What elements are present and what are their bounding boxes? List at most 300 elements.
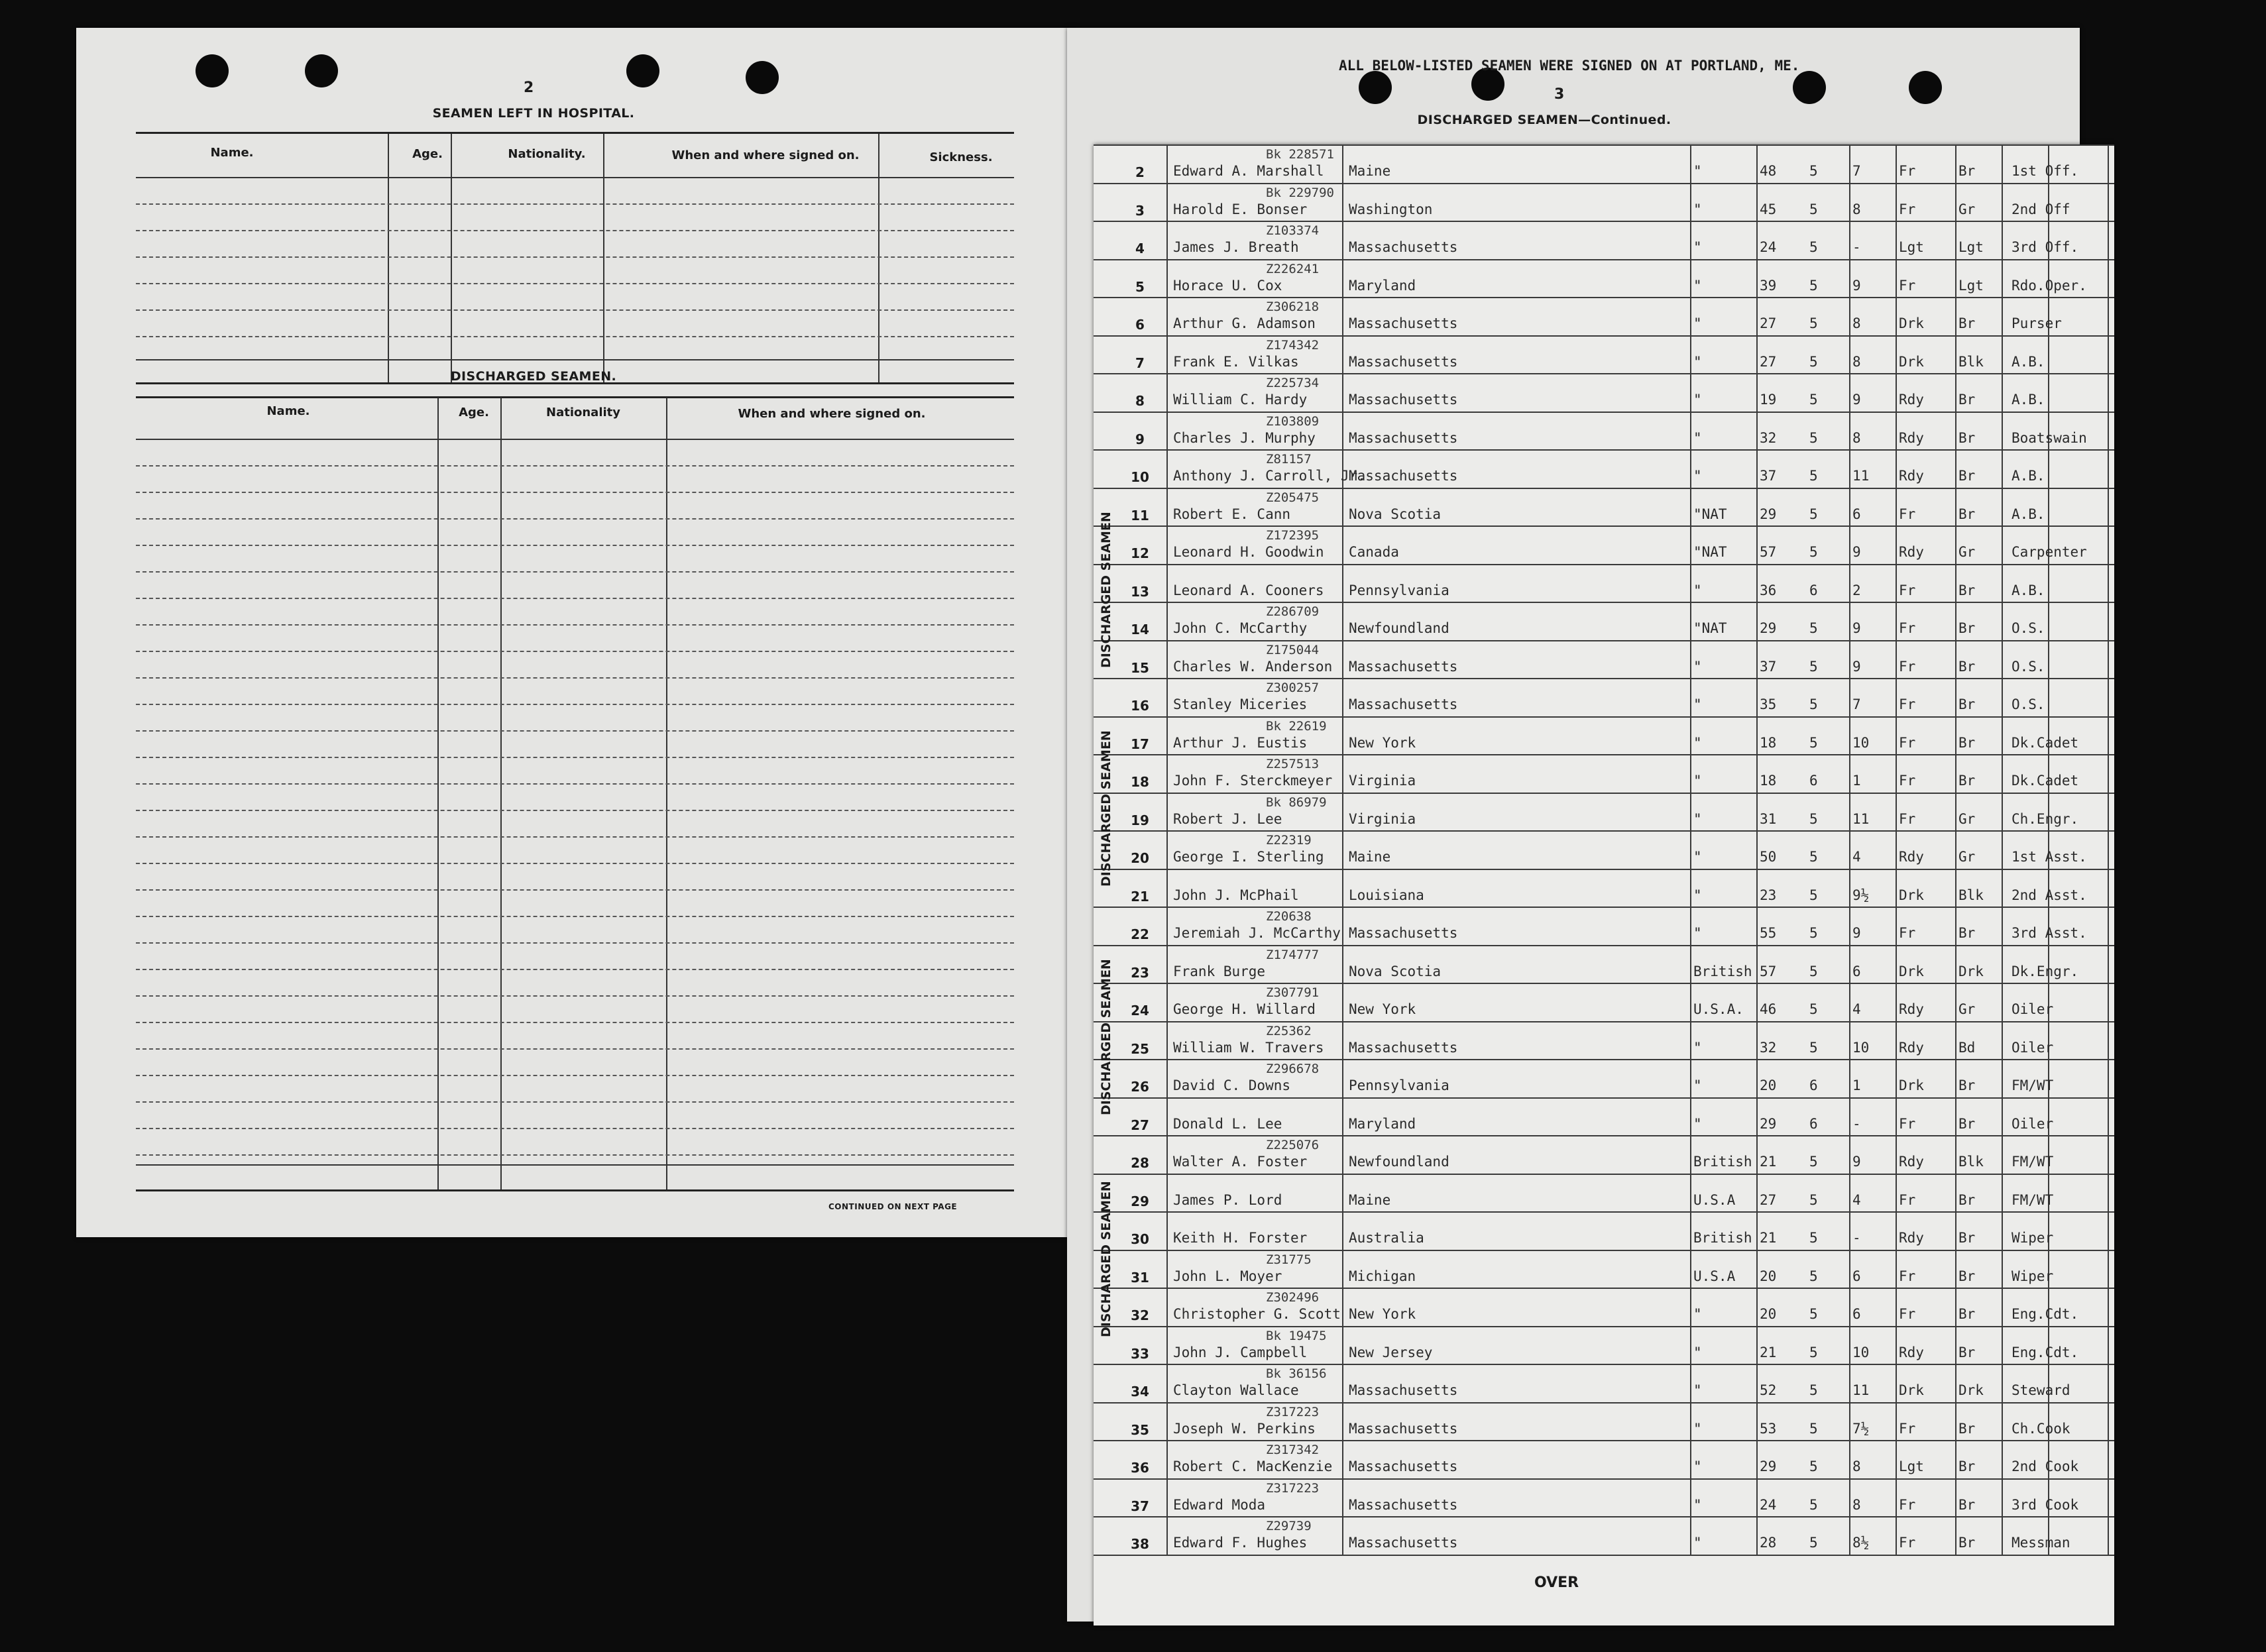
- cell-h2: 4: [1852, 1001, 1861, 1017]
- cell-h1: 5: [1809, 696, 1818, 712]
- cell-h2: 8: [1852, 201, 1861, 217]
- cell-hair: Rdy: [1899, 1039, 1924, 1056]
- cell-nat: British: [1693, 963, 1752, 979]
- punch-hole: [1793, 71, 1826, 104]
- cell-h2: 11: [1852, 810, 1870, 827]
- cell-h2: 9: [1852, 658, 1861, 675]
- cell-eyes: Lgt: [1958, 277, 1984, 294]
- cell-rating: O.S.: [2011, 696, 2045, 712]
- cell-rating: Oiler: [2011, 1001, 2054, 1017]
- column-rule: [1342, 144, 1343, 1556]
- cell-eyes: Gr: [1958, 849, 1976, 865]
- cell-eyes: Br: [1958, 163, 1976, 179]
- cell-birthplace: Massachusetts: [1349, 392, 1458, 408]
- col-age: Age.: [412, 147, 443, 161]
- cell-h1: 5: [1809, 506, 1818, 522]
- cell-rating: Dk.Cadet: [2011, 773, 2079, 789]
- row-rule: [1094, 1097, 2114, 1099]
- row-rule: [1094, 602, 2114, 603]
- row-number: 32: [1131, 1307, 1149, 1323]
- row-rule: [1094, 183, 2114, 184]
- cell-rating: FM/WT: [2011, 1077, 2054, 1093]
- cell-h2: 4: [1852, 849, 1861, 865]
- row-number: 26: [1131, 1079, 1149, 1095]
- cell-age: 31: [1760, 810, 1777, 827]
- cell-nat: British: [1693, 1230, 1752, 1246]
- cell-nat: ": [1693, 773, 1702, 789]
- cell-rating: Eng.Cdt.: [2011, 1344, 2079, 1360]
- cell-eyes: Br: [1958, 1344, 1976, 1360]
- cell-h1: 5: [1809, 429, 1818, 446]
- certificate-number: Z81157: [1266, 452, 1312, 467]
- cell-nat: ": [1693, 658, 1702, 675]
- punch-hole: [305, 54, 338, 87]
- cell-birthplace: Massachusetts: [1349, 429, 1458, 446]
- cell-h2: 8: [1852, 353, 1861, 370]
- cell-rating: Rdo.Oper.: [2011, 277, 2087, 294]
- cell-rating: 2nd Off: [2011, 201, 2070, 217]
- row-rule: [1094, 869, 2114, 870]
- discharged-section-title: DISCHARGED SEAMEN.: [450, 369, 617, 384]
- cell-age: 29: [1760, 1115, 1777, 1132]
- ruled-line: [136, 995, 1014, 997]
- cell-age: 27: [1760, 315, 1777, 331]
- cell-eyes: Gr: [1958, 1001, 1976, 1017]
- row-rule: [1094, 1516, 2114, 1517]
- certificate-number: Z307791: [1266, 985, 1320, 1000]
- hospital-section-title: SEAMEN LEFT IN HOSPITAL.: [432, 106, 635, 121]
- cell-birthplace: Massachusetts: [1349, 353, 1458, 370]
- cell-eyes: Br: [1958, 506, 1976, 522]
- cell-rating: A.B.: [2011, 582, 2045, 598]
- row-number: 2: [1135, 164, 1145, 180]
- row-number: 9: [1135, 431, 1145, 447]
- row-number: 30: [1131, 1231, 1149, 1247]
- row-number: 19: [1131, 812, 1149, 828]
- cell-nat: ": [1693, 1535, 1702, 1551]
- cell-eyes: Gr: [1958, 810, 1976, 827]
- cell-birthplace: Washington: [1349, 201, 1433, 217]
- cell-nat: ": [1693, 734, 1702, 751]
- cell-birthplace: Massachusetts: [1349, 925, 1458, 941]
- cell-h2: 8½: [1852, 1535, 1870, 1551]
- ruled-line: [136, 969, 1014, 970]
- page-number: 3: [1554, 86, 1565, 103]
- cell-age: 55: [1760, 925, 1777, 941]
- cell-h1: 5: [1809, 1001, 1818, 1017]
- punch-hole: [626, 54, 659, 87]
- cell-birthplace: Newfoundland: [1349, 620, 1449, 636]
- row-number: 35: [1131, 1421, 1149, 1438]
- cell-name: John F. Sterckmeyer: [1173, 773, 1333, 789]
- cell-h1: 5: [1809, 1191, 1818, 1208]
- cell-age: 45: [1760, 201, 1777, 217]
- row-rule: [1094, 1326, 2114, 1327]
- row-rule: [1094, 793, 2114, 794]
- row-rule: [1094, 525, 2114, 527]
- cell-name: Robert C. MacKenzie: [1173, 1459, 1333, 1474]
- cell-hair: Rdy: [1899, 429, 1924, 446]
- cell-h1: 6: [1809, 1115, 1818, 1132]
- cell-nat: ": [1693, 429, 1702, 446]
- certificate-number: Z20638: [1266, 909, 1312, 924]
- cell-age: 35: [1760, 696, 1777, 712]
- cell-nat: ": [1693, 1459, 1702, 1474]
- ruled-line: [136, 465, 1014, 467]
- cell-rating: Oiler: [2011, 1115, 2054, 1132]
- certificate-number: Z174342: [1266, 337, 1320, 353]
- cell-birthplace: Massachusetts: [1349, 239, 1458, 255]
- cell-rating: A.B.: [2011, 506, 2045, 522]
- cell-hair: Fr: [1899, 696, 1916, 712]
- cell-birthplace: Pennsylvania: [1349, 1077, 1449, 1093]
- row-rule: [1094, 412, 2114, 413]
- cell-h1: 5: [1809, 1154, 1818, 1170]
- certificate-number: Z25362: [1266, 1023, 1312, 1038]
- cell-h1: 5: [1809, 963, 1818, 979]
- cell-eyes: Br: [1958, 734, 1976, 751]
- cell-name: Anthony J. Carroll, Jr.: [1173, 468, 1366, 484]
- row-rule: [1094, 1555, 2114, 1556]
- cell-h1: 5: [1809, 468, 1818, 484]
- cell-age: 57: [1760, 963, 1777, 979]
- cell-birthplace: Massachusetts: [1349, 1459, 1458, 1474]
- cell-age: 39: [1760, 277, 1777, 294]
- cell-name: Arthur J. Eustis: [1173, 734, 1308, 751]
- cell-hair: Rdy: [1899, 392, 1924, 408]
- cell-name: Edward Moda: [1173, 1496, 1266, 1513]
- cell-eyes: Br: [1958, 429, 1976, 446]
- certificate-number: Z225734: [1266, 376, 1320, 390]
- cell-hair: Lgt: [1899, 239, 1924, 255]
- cell-eyes: Br: [1958, 392, 1976, 408]
- cell-nat: ": [1693, 1382, 1702, 1398]
- row-rule: [1094, 1174, 2114, 1175]
- cell-h1: 5: [1809, 1039, 1818, 1056]
- cell-name: David C. Downs: [1173, 1077, 1291, 1093]
- cell-birthplace: Massachusetts: [1349, 696, 1458, 712]
- ruled-line: [136, 492, 1014, 493]
- row-rule: [1094, 1288, 2114, 1289]
- cell-rating: 1st Off.: [2011, 163, 2079, 179]
- cell-eyes: Br: [1958, 696, 1976, 712]
- cell-name: Charles J. Murphy: [1173, 429, 1316, 446]
- col-when-where: When and where signed on.: [671, 148, 860, 162]
- cell-nat: ": [1693, 1344, 1702, 1360]
- cell-rating: Purser: [2011, 315, 2062, 331]
- cell-rating: Dk.Engr.: [2011, 963, 2079, 979]
- cell-eyes: Br: [1958, 1230, 1976, 1246]
- signed-on-banner: ALL BELOW-LISTED SEAMEN WERE SIGNED ON AT PORTLAND, ME.: [1339, 58, 1800, 74]
- cell-h1: 5: [1809, 392, 1818, 408]
- punch-hole: [1909, 71, 1942, 104]
- col-age: Age.: [459, 406, 489, 419]
- cell-rating: 3rd Cook: [2011, 1496, 2079, 1513]
- cell-eyes: Br: [1958, 658, 1976, 675]
- certificate-number: Z302496: [1266, 1290, 1320, 1305]
- cell-nat: ": [1693, 696, 1702, 712]
- cell-name: Christopher G. Scott: [1173, 1306, 1341, 1322]
- cell-eyes: Br: [1958, 1077, 1976, 1093]
- cell-name: John L. Moyer: [1173, 1268, 1282, 1284]
- cell-name: Stanley Miceries: [1173, 696, 1308, 712]
- row-number: 15: [1131, 659, 1149, 676]
- cell-h1: 5: [1809, 887, 1818, 903]
- cell-hair: Rdy: [1899, 468, 1924, 484]
- certificate-number: Z29739: [1266, 1519, 1312, 1533]
- cell-h1: 5: [1809, 1230, 1818, 1246]
- cell-hair: Fr: [1899, 201, 1916, 217]
- cell-hair: Fr: [1899, 658, 1916, 675]
- ruled-line: [136, 545, 1014, 546]
- cell-eyes: Br: [1958, 1268, 1976, 1284]
- ruled-line: [136, 571, 1014, 573]
- cell-h1: 5: [1809, 810, 1818, 827]
- cell-eyes: Br: [1958, 468, 1976, 484]
- cell-name: Charles W. Anderson: [1173, 658, 1333, 675]
- cell-hair: Fr: [1899, 1268, 1916, 1284]
- cell-hair: Rdy: [1899, 1154, 1924, 1170]
- cell-hair: Drk: [1899, 887, 1924, 903]
- row-number: 37: [1131, 1498, 1149, 1514]
- cell-name: William C. Hardy: [1173, 392, 1308, 408]
- row-rule: [1094, 1440, 2114, 1441]
- cell-eyes: Br: [1958, 1496, 1976, 1513]
- cell-h1: 5: [1809, 353, 1818, 370]
- cell-eyes: Blk: [1958, 1154, 1984, 1170]
- cell-eyes: Lgt: [1958, 239, 1984, 255]
- cell-rating: 2nd Asst.: [2011, 887, 2087, 903]
- ruled-line: [136, 836, 1014, 838]
- cell-birthplace: Maine: [1349, 163, 1391, 179]
- row-number: 11: [1131, 507, 1149, 523]
- certificate-number: Z286709: [1266, 604, 1320, 619]
- cell-h1: 6: [1809, 773, 1818, 789]
- cell-name: George I. Sterling: [1173, 849, 1324, 865]
- cell-age: 18: [1760, 773, 1777, 789]
- cell-eyes: Blk: [1958, 887, 1984, 903]
- cell-eyes: Br: [1958, 315, 1976, 331]
- cell-hair: Fr: [1899, 1115, 1916, 1132]
- cell-h2: 8: [1852, 315, 1861, 331]
- cell-age: 19: [1760, 392, 1777, 408]
- row-number: 3: [1135, 202, 1145, 219]
- cell-birthplace: Massachusetts: [1349, 658, 1458, 675]
- column-rule: [1849, 144, 1850, 1556]
- certificate-number: Z226241: [1266, 261, 1320, 276]
- cell-age: 28: [1760, 1535, 1777, 1551]
- page-number: 2: [524, 80, 534, 96]
- continued-note: CONTINUED ON NEXT PAGE: [828, 1202, 958, 1211]
- cell-birthplace: New York: [1349, 1001, 1416, 1017]
- certificate-number: Z174777: [1266, 947, 1320, 962]
- cell-nat: ": [1693, 1115, 1702, 1132]
- cell-birthplace: Massachusetts: [1349, 1382, 1458, 1398]
- cell-h2: 8: [1852, 1459, 1861, 1474]
- col-nationality: Nationality.: [508, 147, 586, 161]
- cell-birthplace: Louisiana: [1349, 887, 1424, 903]
- cell-birthplace: Massachusetts: [1349, 1496, 1458, 1513]
- cell-name: George H. Willard: [1173, 1001, 1316, 1017]
- cell-rating: A.B.: [2011, 353, 2045, 370]
- row-rule: [1094, 259, 2114, 260]
- cell-hair: Fr: [1899, 1191, 1916, 1208]
- cell-birthplace: Massachusetts: [1349, 1535, 1458, 1551]
- cell-name: Harold E. Bonser: [1173, 201, 1308, 217]
- row-number: 24: [1131, 1003, 1149, 1019]
- cell-hair: Drk: [1899, 353, 1924, 370]
- ruled-line: [136, 1154, 1014, 1156]
- cell-birthplace: Maryland: [1349, 1115, 1416, 1132]
- cell-name: John C. McCarthy: [1173, 620, 1308, 636]
- punch-hole: [1359, 71, 1392, 104]
- cell-age: 52: [1760, 1382, 1777, 1398]
- cell-eyes: Br: [1958, 1459, 1976, 1474]
- cell-h2: 6: [1852, 1306, 1861, 1322]
- row-number: 16: [1131, 698, 1149, 714]
- cell-name: James J. Breath: [1173, 239, 1299, 255]
- cell-h2: 9: [1852, 544, 1861, 560]
- row-number: 38: [1131, 1536, 1149, 1552]
- ruled-line: [136, 518, 1014, 520]
- cell-birthplace: New York: [1349, 1306, 1416, 1322]
- cell-nat: ": [1693, 201, 1702, 217]
- cell-birthplace: Maryland: [1349, 277, 1416, 294]
- cell-name: Horace U. Cox: [1173, 277, 1282, 294]
- cell-rating: A.B.: [2011, 392, 2045, 408]
- cell-h1: 5: [1809, 163, 1818, 179]
- cell-rating: Dk.Cadet: [2011, 734, 2079, 751]
- cell-name: Robert E. Cann: [1173, 506, 1291, 522]
- cell-h2: 9½: [1852, 887, 1870, 903]
- cell-age: 29: [1760, 620, 1777, 636]
- row-rule: [1094, 488, 2114, 489]
- cell-h1: 5: [1809, 925, 1818, 941]
- certificate-number: Z31775: [1266, 1252, 1312, 1267]
- row-number: 14: [1131, 622, 1149, 637]
- ruled-line: [136, 598, 1014, 599]
- cell-eyes: Gr: [1958, 544, 1976, 560]
- row-number: 23: [1131, 964, 1149, 981]
- cell-birthplace: Massachusetts: [1349, 1039, 1458, 1056]
- ruled-line: [136, 863, 1014, 864]
- certificate-number: Bk 22619: [1266, 718, 1327, 734]
- cell-h1: 5: [1809, 277, 1818, 294]
- cell-eyes: Br: [1958, 1115, 1976, 1132]
- cell-age: 27: [1760, 1191, 1777, 1208]
- column-rule: [2108, 144, 2109, 1556]
- cell-hair: Fr: [1899, 163, 1916, 179]
- row-number: 7: [1135, 355, 1145, 371]
- column-rule: [2002, 144, 2003, 1556]
- row-rule: [1094, 221, 2114, 222]
- ruled-line: [136, 730, 1014, 732]
- row-rule: [1094, 830, 2114, 832]
- cell-eyes: Bd: [1958, 1039, 1976, 1056]
- row-number: 27: [1131, 1117, 1149, 1133]
- cell-nat: ": [1693, 582, 1702, 598]
- cell-age: 32: [1760, 1039, 1777, 1056]
- cell-h1: 5: [1809, 1268, 1818, 1284]
- cell-nat: "NAT: [1693, 506, 1727, 522]
- cell-eyes: Br: [1958, 773, 1976, 789]
- cell-h2: 11: [1852, 1382, 1870, 1398]
- cell-nat: "NAT: [1693, 620, 1727, 636]
- cell-age: 37: [1760, 658, 1777, 675]
- cell-age: 37: [1760, 468, 1777, 484]
- row-rule: [1094, 297, 2114, 298]
- cell-nat: ": [1693, 810, 1702, 827]
- cell-nat: ": [1693, 887, 1702, 903]
- cell-nat: ": [1693, 163, 1702, 179]
- ruled-line: [136, 651, 1014, 652]
- certificate-number: Z22319: [1266, 833, 1312, 848]
- cell-h2: -: [1852, 1115, 1861, 1132]
- cell-nat: ": [1693, 239, 1702, 255]
- cell-name: Jeremiah J. McCarthy: [1173, 925, 1341, 941]
- row-number: 13: [1131, 583, 1149, 600]
- cell-hair: Drk: [1899, 1382, 1924, 1398]
- certificate-number: Z103809: [1266, 413, 1320, 429]
- row-number: 10: [1131, 469, 1149, 485]
- column-rule: [1690, 144, 1691, 1556]
- row-rule: [1094, 335, 2114, 337]
- cell-age: 21: [1760, 1230, 1777, 1246]
- left-page: [76, 28, 1077, 1237]
- cell-age: 29: [1760, 506, 1777, 522]
- row-number: 6: [1135, 317, 1145, 333]
- ruled-line: [136, 677, 1014, 679]
- cell-name: Keith H. Forster: [1173, 1230, 1308, 1246]
- cell-age: 18: [1760, 734, 1777, 751]
- cell-hair: Fr: [1899, 1535, 1916, 1551]
- cell-nat: ": [1693, 1420, 1702, 1437]
- cell-name: Walter A. Foster: [1173, 1154, 1308, 1170]
- cell-nat: British: [1693, 1154, 1752, 1170]
- cell-birthplace: Massachusetts: [1349, 315, 1458, 331]
- cell-hair: Rdy: [1899, 1001, 1924, 1017]
- row-rule: [1094, 1250, 2114, 1251]
- cell-hair: Fr: [1899, 277, 1916, 294]
- cell-hair: Fr: [1899, 1496, 1916, 1513]
- row-number: 8: [1135, 393, 1145, 409]
- cell-h2: 6: [1852, 963, 1861, 979]
- cell-name: William W. Travers: [1173, 1039, 1324, 1056]
- cell-age: 23: [1760, 887, 1777, 903]
- cell-h1: 5: [1809, 1496, 1818, 1513]
- cell-name: Frank Burge: [1173, 963, 1266, 979]
- row-number: 34: [1131, 1384, 1149, 1400]
- ruled-line: [136, 783, 1014, 785]
- cell-h1: 5: [1809, 849, 1818, 865]
- cell-age: 32: [1760, 429, 1777, 446]
- ruled-line: [136, 889, 1014, 891]
- cell-rating: 1st Asst.: [2011, 849, 2087, 865]
- cell-hair: Rdy: [1899, 544, 1924, 560]
- row-rule: [1094, 564, 2114, 565]
- row-number: 17: [1131, 736, 1149, 752]
- cell-rating: O.S.: [2011, 658, 2045, 675]
- column-rule: [1896, 144, 1897, 1556]
- row-rule: [1094, 373, 2114, 374]
- cell-h1: 5: [1809, 239, 1818, 255]
- cell-birthplace: Australia: [1349, 1230, 1424, 1246]
- cell-name: Frank E. Vilkas: [1173, 353, 1299, 370]
- ruled-line: [136, 1101, 1014, 1103]
- cell-name: Edward A. Marshall: [1173, 163, 1324, 179]
- cell-name: Robert J. Lee: [1173, 810, 1282, 827]
- row-rule: [1094, 144, 2114, 146]
